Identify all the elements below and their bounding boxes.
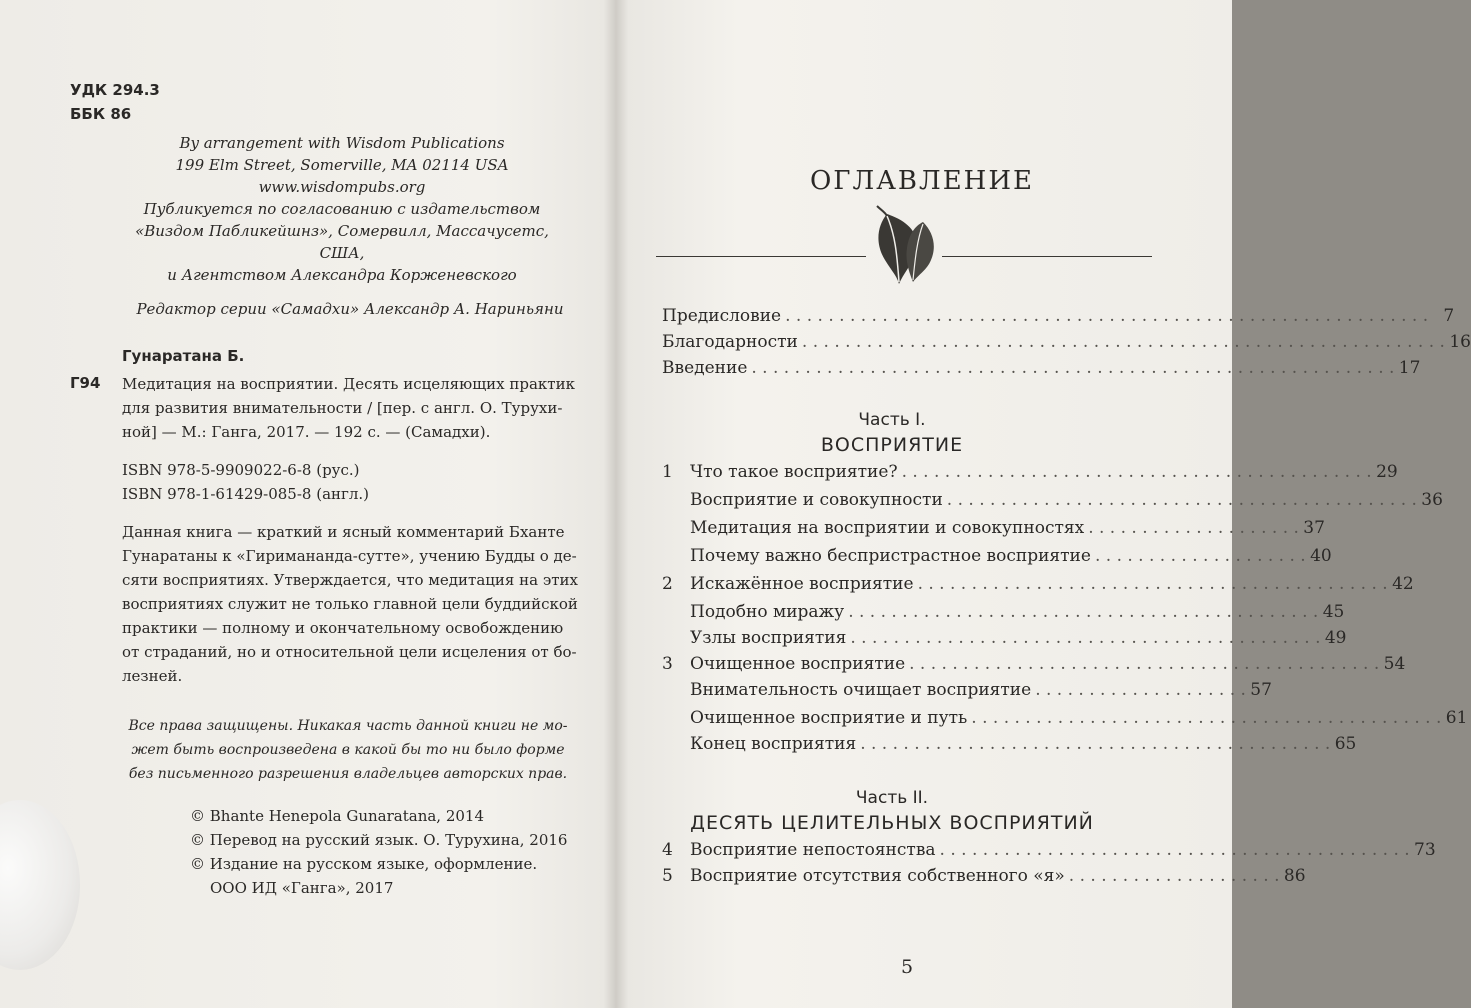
leader-dots: . . . . . . . . . . . . . . . . . . . . . . . . . . . . . . . . . . . . . . . . . . . . bbox=[971, 708, 1442, 728]
toc-entry[interactable] bbox=[662, 734, 1357, 760]
ornament-rule-left bbox=[656, 256, 866, 257]
toc-entry-label: Восприятие непостоянства bbox=[690, 840, 936, 860]
toc-entry[interactable] bbox=[662, 574, 1414, 600]
copyright-line: © Издание на русском языке, оформление. bbox=[190, 855, 538, 873]
toc-entry-page: 16 bbox=[1449, 332, 1471, 352]
toc-entry-page: 61 bbox=[1445, 708, 1468, 728]
chapter-number: 2 bbox=[662, 574, 673, 594]
toc-entry[interactable] bbox=[662, 866, 1306, 892]
toc-entry-label: Восприятие отсутствия собственного «я» bbox=[690, 866, 1065, 886]
leader-dots: . . . . . . . . . . . . . . . . . . . . . . . . . . . . . . . . . . . . . . . . . . . . bbox=[939, 840, 1410, 860]
toc-entry[interactable] bbox=[662, 680, 1272, 706]
page-number: 5 bbox=[900, 956, 914, 978]
toc-entry-page: 36 bbox=[1421, 490, 1443, 510]
toc-entry-label: Конец восприятия bbox=[690, 734, 857, 754]
leader-dots: . . . . . . . . . . . . . . . . . . . . . . . . . . . . . . . . . . . . . . . . . . . . bbox=[850, 628, 1321, 648]
leader-dots: . . . . . . . . . . . . . . . . . . . . bbox=[1088, 518, 1299, 538]
toc-entry[interactable] bbox=[662, 546, 1332, 572]
toc-entry[interactable] bbox=[662, 358, 1421, 384]
toc-entry-label: Внимательность очищает восприятие bbox=[690, 680, 1032, 700]
ornament-rule-right bbox=[942, 256, 1152, 257]
toc-entry-label: Восприятие и совокупности bbox=[690, 490, 943, 510]
toc-entry-page: 57 bbox=[1250, 680, 1272, 700]
toc-entry-page: 65 bbox=[1334, 734, 1357, 754]
rights-line: без письменного разрешения владельцев авторских прав. bbox=[128, 766, 568, 782]
leader-dots: . . . . . . . . . . . . . . . . . . . . bbox=[1068, 866, 1280, 886]
part1-label: Часть I. bbox=[858, 410, 926, 430]
toc-entry[interactable] bbox=[662, 708, 1468, 734]
toc-entry-page: 86 bbox=[1283, 866, 1306, 886]
annotation-line: Данная книга — краткий и ясный комментарий Бханте bbox=[122, 523, 565, 541]
toc-entry-label: Очищенное восприятие и путь bbox=[690, 708, 968, 728]
biblio-line: ной] — М.: Ганга, 2017. — 192 с. — (Самадхи). bbox=[122, 423, 491, 441]
arrangement-line: www.wisdompubs.org bbox=[258, 178, 426, 196]
annotation-line: сяти восприятиях. Утверждается, что медитация на этих bbox=[122, 571, 579, 589]
toc-entry-page: 17 bbox=[1398, 358, 1421, 378]
copyright-block bbox=[190, 804, 567, 900]
author-heading: Гунаратана Б. bbox=[122, 347, 245, 365]
classification-block bbox=[70, 78, 160, 126]
copyright-line: © Перевод на русский язык. О. Турухина, 2016 bbox=[190, 831, 568, 849]
toc-entry[interactable] bbox=[662, 490, 1443, 516]
toc-entry[interactable] bbox=[662, 306, 1455, 332]
arrangement-line: «Виздом Пабликейшнз», Сомервилл, Массачусетс, США, bbox=[135, 222, 549, 262]
arrangement-line: и Агентством Александра Корженевского bbox=[167, 266, 517, 284]
leader-dots: . . . . . . . . . . . . . . . . . . . . . . . . . . . . . . . . . . . . . . . . . . . . bbox=[946, 490, 1417, 510]
bbk: ББК 86 bbox=[70, 105, 132, 123]
copyright-line: © Bhante Henepola Gunaratana, 2014 bbox=[190, 807, 485, 825]
toc-entry-label: Благодарности bbox=[662, 332, 798, 352]
toc-entry-page: 45 bbox=[1322, 602, 1345, 622]
part1-title: ВОСПРИЯТИЕ bbox=[820, 434, 964, 456]
toc-entry[interactable] bbox=[662, 602, 1345, 628]
leader-dots: . . . . . . . . . . . . . . . . . . . . bbox=[1035, 680, 1246, 700]
toc-entry-label: Медитация на восприятии и совокупностях bbox=[690, 518, 1085, 538]
part2-label: Часть II. bbox=[855, 788, 929, 808]
bodhi-leaf-icon bbox=[867, 204, 943, 288]
toc-entry-label: Очищенное восприятие bbox=[690, 654, 906, 674]
chapter-number: 4 bbox=[662, 840, 673, 860]
leader-dots: . . . . . . . . . . . . . . . . . . . . . . . . . . . . . . . . . . . . . . . . . . . . . . . . . . . . . . . . . . . . bbox=[785, 306, 1429, 326]
chapter-number: 1 bbox=[662, 462, 673, 482]
rights-line: Все права защищены. Никакая часть данной книги не мо- bbox=[128, 718, 568, 734]
leader-dots: . . . . . . . . . . . . . . . . . . . . . . . . . . . . . . . . . . . . . . . . . . . . bbox=[860, 734, 1331, 754]
chapter-number: 3 bbox=[662, 654, 673, 674]
series-editor: Редактор серии «Самадхи» Александр А. Нариньяни bbox=[136, 300, 564, 318]
toc-entry-page: 7 bbox=[1443, 306, 1455, 326]
toc-entry-label: Подобно миражу bbox=[690, 602, 845, 622]
toc-entry[interactable] bbox=[662, 654, 1406, 680]
annotation-line: практики — полному и окончательному освобождению bbox=[122, 619, 564, 637]
toc-entry-page: 49 bbox=[1324, 628, 1347, 648]
toc-entry-label: Что такое восприятие? bbox=[690, 462, 898, 482]
toc-entry-page: 54 bbox=[1383, 654, 1406, 674]
arrangement-block bbox=[112, 132, 572, 286]
copyright-page bbox=[0, 0, 600, 1008]
leader-dots: . . . . . . . . . . . . . . . . . . . . . . . . . . . . . . . . . . . . . . . . . . . . bbox=[848, 602, 1319, 622]
leader-dots: . . . . . . . . . . . . . . . . . . . . . . . . . . . . . . . . . . . . . . . . . . . . . . . . . . . . . . . . . . . . bbox=[801, 332, 1445, 352]
chapter-number: 5 bbox=[662, 866, 673, 886]
toc-entry-page: 37 bbox=[1303, 518, 1325, 538]
annotation-line: Гунаратаны к «Гиримананда-сутте», учению Будды о де- bbox=[122, 547, 577, 565]
arrangement-line: 199 Elm Street, Somerville, MA 02114 USA bbox=[175, 156, 509, 174]
toc-entry-page: 40 bbox=[1310, 546, 1332, 566]
leader-dots: . . . . . . . . . . . . . . . . . . . . bbox=[1094, 546, 1306, 566]
rights-line: жет быть воспроизведена в какой бы то ни было форме bbox=[131, 742, 565, 758]
udk: УДК 294.3 bbox=[70, 81, 160, 99]
annotation bbox=[122, 520, 582, 688]
annotation-line: лезней. bbox=[122, 667, 183, 685]
toc-entry-page: 29 bbox=[1376, 462, 1398, 482]
leader-dots: . . . . . . . . . . . . . . . . . . . . . . . . . . . . . . . . . . . . . . . . . . . . bbox=[917, 574, 1388, 594]
toc-entry[interactable] bbox=[662, 518, 1325, 544]
rights-notice bbox=[118, 714, 578, 786]
contents-title: ОГЛАВЛЕНИЕ bbox=[809, 166, 1035, 196]
toc-entry-label: Искажённое восприятие bbox=[690, 574, 914, 594]
annotation-line: от страданий, но и относительной цели исцеления от бо- bbox=[122, 643, 577, 661]
leader-dots: . . . . . . . . . . . . . . . . . . . . . . . . . . . . . . . . . . . . . . . . . . . . bbox=[901, 462, 1372, 482]
toc-entry-page: 42 bbox=[1392, 574, 1414, 594]
toc-entry-label: Узлы восприятия bbox=[690, 628, 847, 648]
toc-entry-label: Почему важно беспристрастное восприятие bbox=[690, 546, 1091, 566]
isbn-block bbox=[122, 458, 369, 506]
isbn-rus: ISBN 978-5-9909022-6-8 (рус.) bbox=[122, 461, 360, 479]
leader-dots: . . . . . . . . . . . . . . . . . . . . . . . . . . . . . . . . . . . . . . . . . . . . bbox=[909, 654, 1380, 674]
toc-entry[interactable] bbox=[662, 840, 1436, 866]
toc-entry[interactable] bbox=[662, 332, 1471, 358]
part2-title: ДЕСЯТЬ ЦЕЛИТЕЛЬНЫХ ВОСПРИЯТИЙ bbox=[690, 812, 1094, 834]
toc-entry[interactable] bbox=[662, 628, 1347, 654]
biblio-line: для развития внимательности / [пер. с англ. О. Турухи- bbox=[122, 399, 563, 417]
arrangement-line: By arrangement with Wisdom Publications bbox=[179, 134, 505, 152]
bibliographic-description bbox=[122, 372, 582, 444]
arrangement-line: Публикуется по согласованию с издательством bbox=[143, 200, 541, 218]
biblio-line: Медитация на восприятии. Десять исцеляющих практик bbox=[122, 375, 575, 393]
author-code: Г94 bbox=[70, 374, 101, 392]
annotation-line: восприятиях служит не только главной цели буддийской bbox=[122, 595, 578, 613]
toc-entry[interactable] bbox=[662, 462, 1398, 488]
copyright-line: ООО ИД «Ганга», 2017 bbox=[210, 879, 394, 897]
toc-entry-page: 73 bbox=[1414, 840, 1436, 860]
toc-entry-label: Введение bbox=[662, 358, 748, 378]
leader-dots: . . . . . . . . . . . . . . . . . . . . . . . . . . . . . . . . . . . . . . . . . . . . . . . . . . . . . . . . . . . . bbox=[751, 358, 1395, 378]
isbn-eng: ISBN 978-1-61429-085-8 (англ.) bbox=[122, 485, 370, 503]
toc-entry-label: Предисловие bbox=[662, 306, 782, 326]
